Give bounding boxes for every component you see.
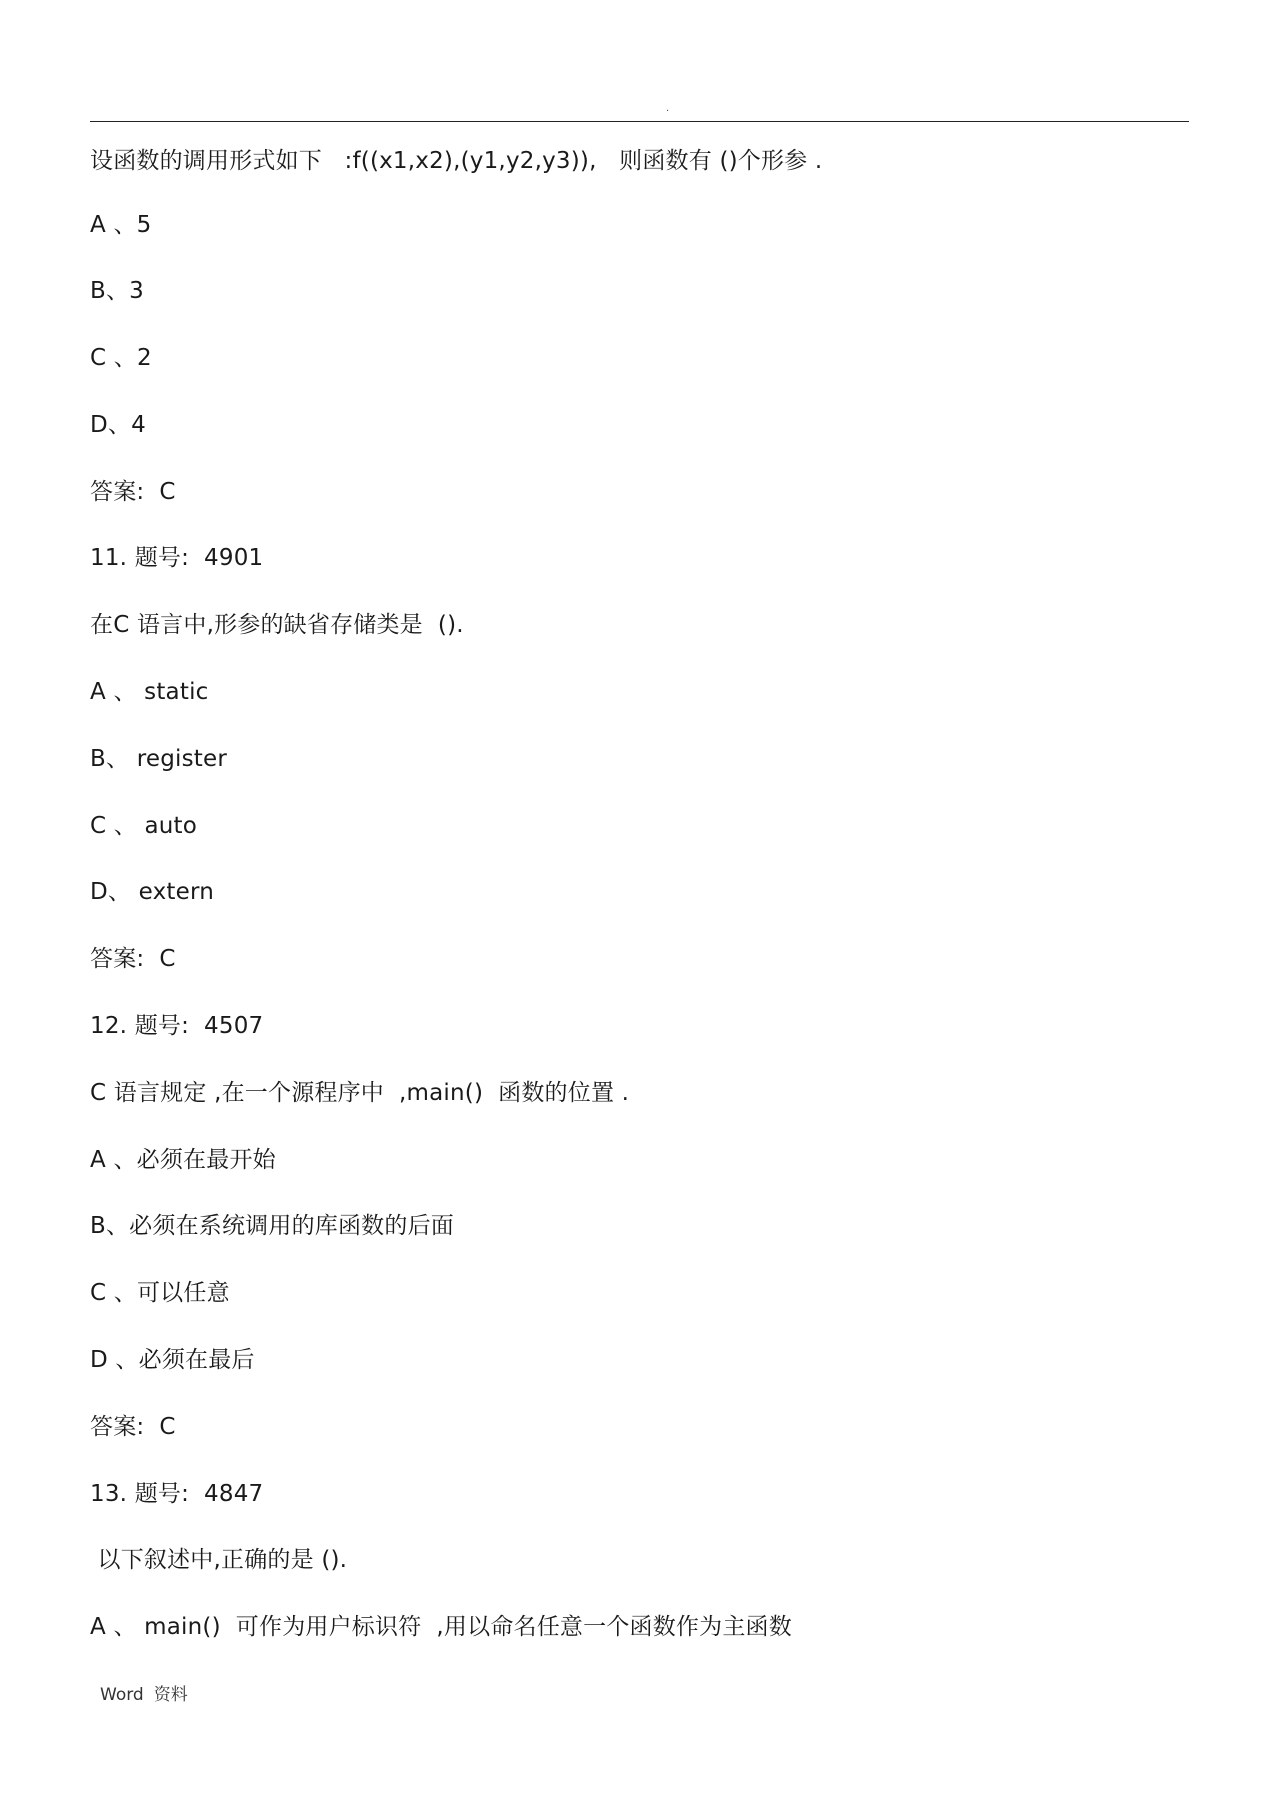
option-a: A 、必须在最开始 (90, 1147, 276, 1173)
option-b: B、3 (90, 278, 145, 304)
option-a: A 、5 (90, 212, 152, 238)
question-text: C 语言规定 ,在一个源程序中 ,main() 函数的位置 . (90, 1080, 630, 1106)
question-text: 设函数的调用形式如下 :f((x1,x2),(y1,y2,y3)), 则函数有 ()个形参 . (90, 148, 823, 174)
header-dot: . (666, 103, 670, 114)
question-text: 以下叙述中,正确的是 (). (90, 1547, 348, 1573)
answer: 答案: C (90, 946, 176, 972)
option-a: A 、 static (90, 679, 209, 705)
header-rule (90, 121, 1189, 122)
question-number: 11. 题号: 4901 (90, 545, 264, 571)
option-b: B、必须在系统调用的库函数的后面 (90, 1213, 454, 1239)
footer-label-material: 资料 (153, 1685, 188, 1705)
page-footer (100, 1684, 198, 1706)
question-text: 在C 语言中,形参的缺省存储类是 (). (90, 612, 464, 638)
option-b: B、 register (90, 746, 227, 772)
option-d: D、4 (90, 412, 146, 438)
answer: 答案: C (90, 479, 176, 505)
option-c: C 、 auto (90, 813, 198, 839)
option-c: C 、2 (90, 345, 152, 371)
option-d: D 、必须在最后 (90, 1347, 255, 1373)
option-a: A 、 main() 可作为用户标识符 ,用以命名任意一个函数作为主函数 (90, 1614, 792, 1640)
footer-label-word: Word (100, 1685, 144, 1705)
option-c: C 、可以任意 (90, 1280, 230, 1306)
option-d: D、 extern (90, 879, 214, 905)
question-number: 12. 题号: 4507 (90, 1013, 264, 1039)
question-number: 13. 题号: 4847 (90, 1481, 264, 1507)
answer: 答案: C (90, 1414, 176, 1440)
